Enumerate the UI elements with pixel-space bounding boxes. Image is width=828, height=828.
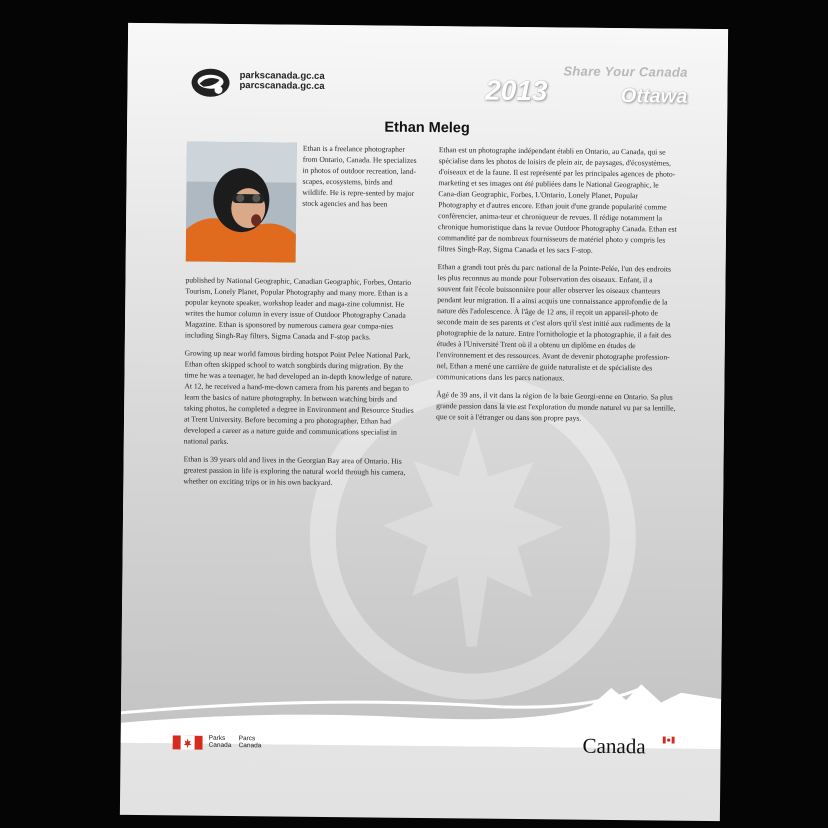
canada-flag-icon [173, 735, 203, 749]
parcs-canada-french-label [239, 735, 262, 749]
french-paragraph-3: Âgé de 39 ans, il vit dans la région de la baie Georgi-enne en Ontario. Sa plus grande passion dans la vie est l'exploration du monde naturel vu par sa lentille, que ce soit à l'étranger ou dans son propre pays. [436, 390, 676, 423]
french-paragraph-1: Ethan est un photographe indépendant établi en Ontario, au Canada, qui se spécialise dans les photos de loisirs de plein air, de paysages, d'écosystèmes, d'oiseaux et de la faune. Il est représenté par les principales agences de photo-marketing et ses images ont été publiées dans le National Geographic, le Cana-dian Geographic, Forbes, L'Ontario, Lonely Planet, Popular Photography et d'autres encore. Ethan jouit d'une grande popularité comme conférencier, anima-teur et chroniqueur de revues. Il rédige notamment la chronique humoristique dans la revue Outdoor Photography Canada. Ethan est commandité par de nombreux fournisseurs de matériel photo y compris les filtres Singh-Ray, Sigma Canada et les sacs F-stop. [437, 145, 677, 255]
french-column [436, 144, 679, 431]
event-year: 2013 [485, 74, 548, 107]
english-paragraph-3: Ethan is 39 years old and lives in the Georgian Bay area of Ontario. His greatest passion in life is exploring the natural world through his camera, whether on exciting trips or in his own backyard. [183, 454, 406, 488]
website-urls [239, 71, 324, 92]
event-city: Ottawa [620, 85, 688, 108]
english-intro-text-rest: published by National Geographic, Canadian Geographic, Forbes, Ontario Tourism, Lonely Planet, Popular Photography and many more. Ethan is a popular keynote speaker, workshop leader and maga-zine columnist. He writes the humor column in every issue of Outdoor Photography Canada Magazine. Ethan is sponsored by numerous camera gear compa-nies including Singh-Ray filters, Sigma Canada and F-stop packs. [184, 275, 412, 342]
english-paragraph-2: Growing up near world famous birding hotspot Point Pelee National Park, Ethan often skipped school to watch songbirds during migration. By the time he was a teenager, he had developed an in-depth knowledge of nature. At 12, he received a hand-me-down camera from his parents and began to learn the basics of nature photography. In between watching birds and taking photos, he completed a degree in Environment and Resource Studies at Trent University. Before becoming a pro photographer, Ethan had developed a career as a nature guide and communications specialist in national parks. [183, 348, 414, 446]
parks-label-en-line1: Parks [208, 734, 226, 742]
canada-wordmark: Canada [582, 733, 646, 759]
english-intro-top [302, 143, 417, 217]
photographer-portrait-photo [186, 142, 297, 263]
profile-name: Ethan Meleg [384, 119, 470, 137]
url-english[interactable]: parkscanada.gc.ca [239, 70, 325, 82]
wordmark-flag-icon [663, 737, 675, 744]
english-column [183, 274, 415, 495]
parks-canada-beaver-logo-icon [189, 66, 231, 100]
parks-label-fr-line2: Canada [238, 742, 262, 750]
parks-label-en-line2: Canada [208, 741, 232, 750]
event-brand [485, 63, 688, 108]
event-tagline: Share Your Canada [563, 63, 688, 80]
url-french[interactable]: parcscanada.gc.ca [239, 80, 325, 92]
document-page [120, 23, 728, 821]
english-intro-text-top: Ethan is a freelance photographer from Ontario, Canada. He specializes in photos of outdoor recreation, land-scapes, ecosystems, birds and wildlife. He is repre-sented by major stock agencies and has been [302, 143, 417, 209]
parks-canada-english-label [209, 735, 232, 749]
french-paragraph-2: Ethan a grandi tout près du parc national de la Pointe-Pelée, l'un des endroits les plus reconnus au monde pour l'observation des oiseaux. Enfant, il a souvent fait l'école buissonnière pour aller observer les oiseaux chanteurs pendant leur migration. Il a ainsi acquis une connaissance approfondie de la nature dès l'adolescence. À l'âge de 12 ans, il reçoit un appareil-photo de seconde main de ses parents et c'est alors qu'il s'est initié aux rudiments de la photographie de la nature. Entre l'ornithologie et la photographie, il a fait des études à l'Université Trent où il a obtenu un diplôme en études de l'environnement et des ressources. Avant de devenir photographe profession-nel, Ethan a mené une carrière de guide naturaliste et de spécialiste des communications dans les parcs nationaux. [436, 262, 672, 383]
parks-label-fr-line1: Parcs [238, 735, 256, 743]
